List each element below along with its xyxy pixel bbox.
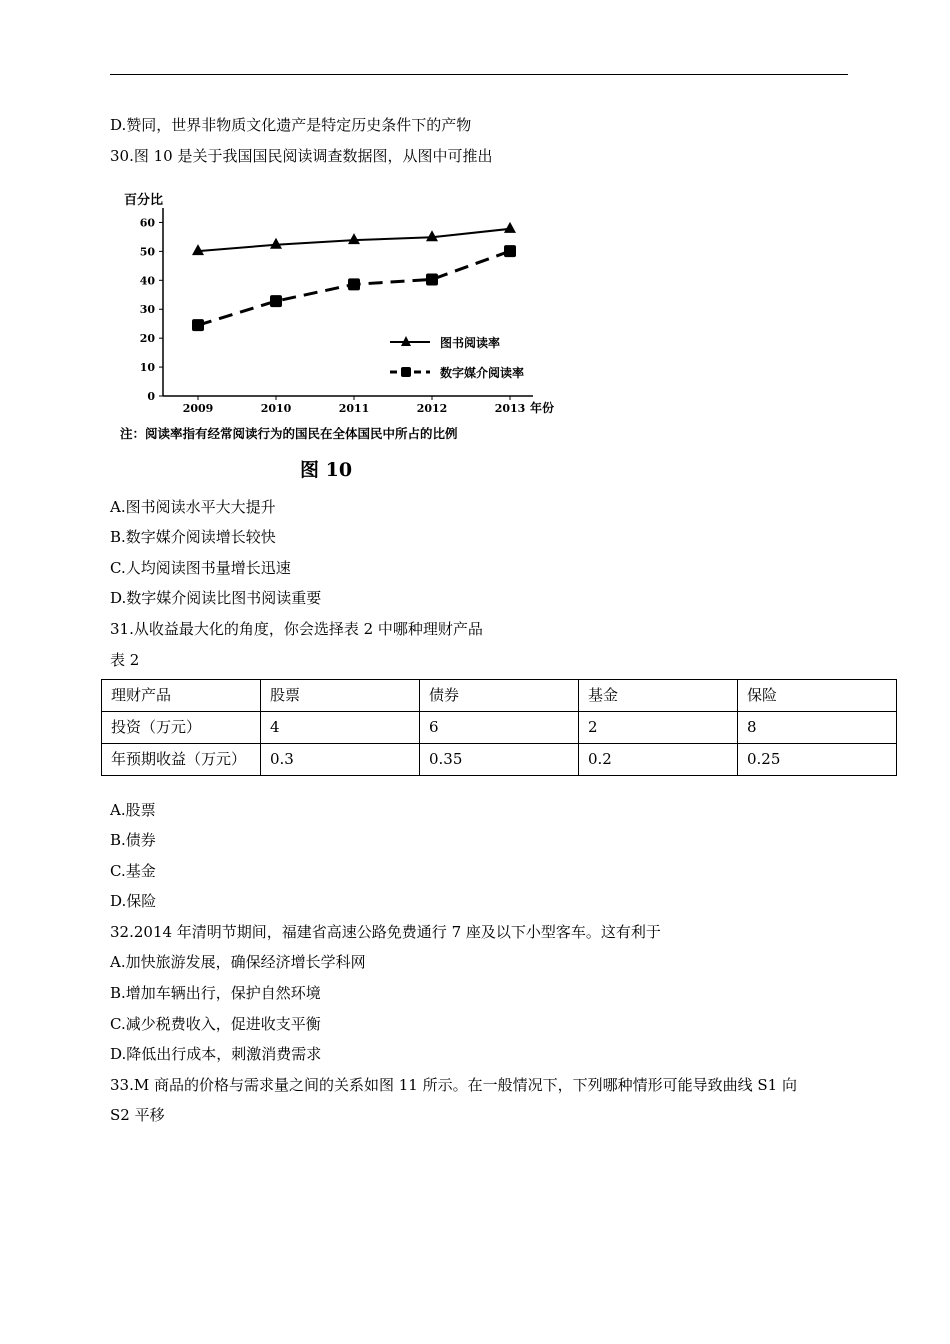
table-cell: 6: [420, 712, 579, 744]
q33-stem-line1: 33.M 商品的价格与需求量之间的关系如图 11 所示。在一般情况下，下列哪种情形可能导致曲线 S1 向: [110, 1076, 797, 1094]
table-cell: 年预期收益（万元）: [102, 744, 261, 776]
table-cell: 0.35: [420, 744, 579, 776]
table-cell: 0.25: [738, 744, 897, 776]
q31-stem: 31.从收益最大化的角度，你会选择表 2 中哪种理财产品: [110, 620, 483, 638]
data-point-square: [504, 245, 516, 257]
data-point-square: [426, 273, 438, 285]
q30-option-d: D.数字媒介阅读比图书阅读重要: [110, 589, 322, 607]
q33-stem-line2: S2 平移: [110, 1106, 165, 1124]
q31-option-c: C.基金: [110, 862, 156, 880]
table-cell: 0.2: [579, 744, 738, 776]
data-point-square: [270, 295, 282, 307]
y-tick-label: 10: [139, 361, 155, 375]
table-header-cell: 债券: [420, 680, 579, 712]
legend-label: 数字媒介阅读率: [440, 366, 525, 380]
q31-option-b: B.债券: [110, 831, 156, 849]
q30-option-b: B.数字媒介阅读增长较快: [110, 528, 276, 546]
q30-option-a: A.图书阅读水平大大提升: [110, 498, 276, 516]
table-header-row: [102, 680, 897, 712]
table-cell: 2: [579, 712, 738, 744]
data-point-square: [192, 319, 204, 331]
data-point-triangle: [192, 244, 204, 255]
header-rule: [110, 74, 848, 75]
x-tick-label: 2013: [494, 402, 526, 415]
data-point-triangle: [348, 233, 360, 244]
q32-stem: 32.2014 年清明节期间，福建省高速公路免费通行 7 座及以下小型客车。这有利于: [110, 923, 661, 941]
y-tick-label: 30: [139, 303, 155, 317]
q32-option-d: D.降低出行成本，刺激消费需求: [110, 1045, 322, 1063]
table-cell: 0.3: [261, 744, 420, 776]
q30-option-c: C.人均阅读图书量增长迅速: [110, 559, 291, 577]
table-header-cell: 保险: [738, 680, 897, 712]
y-tick-label: 20: [139, 332, 155, 346]
x-tick-label: 2011: [338, 402, 370, 415]
q32-option-b: B.增加车辆出行，保护自然环境: [110, 984, 321, 1002]
data-point-triangle: [426, 230, 438, 241]
table-row: [102, 744, 897, 776]
table-cell: 8: [738, 712, 897, 744]
q30-stem: 30.图 10 是关于我国国民阅读调查数据图，从图中可推出: [110, 147, 493, 165]
table-cell: 投资（万元）: [102, 712, 261, 744]
figure-caption: 图 10: [300, 459, 353, 481]
table-header-cell: 理财产品: [102, 680, 261, 712]
y-tick-label: 40: [139, 274, 155, 288]
table-cell: 4: [261, 712, 420, 744]
data-point-triangle: [270, 238, 282, 249]
table-header-cell: 股票: [261, 680, 420, 712]
x-axis-label: 年份: [530, 401, 555, 415]
q31-option-d: D.保险: [110, 892, 157, 910]
table-caption: 表 2: [110, 651, 140, 669]
legend-label: 图书阅读率: [440, 336, 501, 350]
y-axis-label: 百分比: [124, 193, 164, 208]
q29-option-d: D.赞同，世界非物质文化遗产是特定历史条件下的产物: [110, 116, 472, 134]
finance-products-table: [101, 679, 897, 776]
reading-rate-chart: [118, 186, 568, 486]
y-tick-label: 60: [139, 216, 155, 230]
y-tick-label: 0: [147, 390, 155, 403]
x-tick-label: 2009: [182, 402, 214, 415]
legend-marker-square: [401, 367, 411, 377]
x-tick-label: 2012: [416, 402, 448, 415]
y-tick-label: 50: [139, 245, 155, 259]
q32-option-c: C.减少税费收入，促进收支平衡: [110, 1015, 321, 1033]
chart-note: 注：阅读率指有经常阅读行为的国民在全体国民中所占的比例: [120, 426, 458, 441]
data-point-triangle: [504, 222, 516, 233]
q32-option-a: A.加快旅游发展，确保经济增长学科网: [110, 953, 366, 971]
x-tick-label: 2010: [260, 402, 292, 415]
chart-svg: [118, 186, 568, 486]
table-row: [102, 712, 897, 744]
data-point-square: [348, 278, 360, 290]
table-header-cell: 基金: [579, 680, 738, 712]
q31-option-a: A.股票: [110, 801, 156, 819]
